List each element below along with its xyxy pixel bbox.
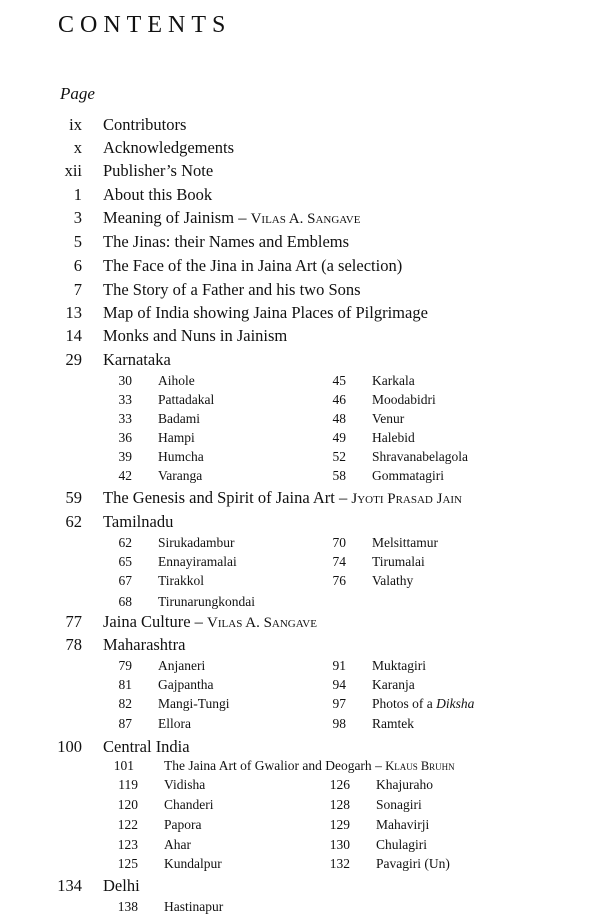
toc-subentry-name: Hastinapur: [164, 899, 224, 914]
toc-section-title: Maharashtra: [103, 635, 186, 654]
toc-subentry-page: 81: [118, 677, 132, 692]
toc-title: Map of India showing Jaina Places of Pilgrimage: [103, 303, 428, 322]
toc-dash: –: [375, 758, 382, 773]
toc-page-number: 29: [65, 350, 82, 369]
toc-subentry-page: 101: [113, 758, 134, 773]
toc-page-number: 134: [57, 876, 82, 895]
toc-subentry-name: Halebid: [372, 430, 415, 445]
toc-title: The Face of the Jina in Jaina Art (a selection): [103, 256, 403, 275]
toc-subentry-page: 91: [332, 658, 346, 673]
toc-title: Contributors: [103, 115, 187, 134]
toc-subentry-page: 48: [332, 411, 346, 426]
toc-subentry-page: 122: [117, 817, 138, 832]
toc-subentry-name: Aihole: [158, 373, 195, 388]
toc-subentry-name: Ramtek: [372, 716, 414, 731]
toc-subentry-page: 62: [118, 535, 132, 550]
toc-subentry-name: Anjaneri: [158, 658, 206, 673]
toc-subentry-name: Melsittamur: [372, 535, 438, 550]
toc-subentry-page: 128: [329, 797, 350, 812]
toc-subentry-name: Tirumalai: [372, 554, 425, 569]
toc-title: Acknowledgements: [103, 138, 235, 157]
toc-page-number: 3: [73, 208, 82, 227]
toc-subentry-name: Hampi: [158, 430, 195, 445]
toc-dash: –: [194, 612, 203, 631]
toc-subentry-italic: Diksha: [436, 696, 475, 711]
toc-subentry-page: 30: [118, 373, 132, 388]
toc-subentry-name: Photos of a: [372, 696, 433, 711]
toc-subentry-name: Valathy: [372, 573, 414, 588]
toc-subentry-name: Gajpantha: [158, 677, 214, 692]
toc-subentry-name: Ennayiramalai: [158, 554, 237, 569]
toc-page-number: xii: [64, 161, 82, 180]
toc-subentry-page: 123: [117, 837, 138, 852]
toc-title: Monks and Nuns in Jainism: [103, 326, 288, 345]
toc-dash: –: [238, 208, 247, 227]
toc-subentry-page: 58: [332, 468, 346, 483]
toc-subentry-page: 94: [332, 677, 346, 692]
toc-subentry-name: Chulagiri: [376, 837, 427, 852]
toc-subentry-page: 42: [118, 468, 132, 483]
toc-subentry-page: 74: [332, 554, 346, 569]
toc-title: About this Book: [103, 185, 213, 204]
toc-page-number: ix: [69, 115, 82, 134]
toc-subentry-name: Sonagiri: [376, 797, 422, 812]
toc-subentry-name: Tirakkol: [158, 573, 205, 588]
toc-author: Jyoti Prasad Jain: [351, 491, 462, 507]
toc-title: Jaina Culture: [103, 612, 191, 631]
toc-page-number: x: [73, 138, 82, 157]
toc-subentry-name: Khajuraho: [376, 777, 433, 792]
toc-subentry-name: Varanga: [158, 468, 203, 483]
toc-subentry-page: 70: [332, 535, 346, 550]
toc-subentry-name: Moodabidri: [372, 392, 436, 407]
toc-subentry-page: 79: [118, 658, 132, 673]
toc-title: The Story of a Father and his two Sons: [103, 280, 361, 299]
toc-title: Publisher’s Note: [103, 161, 214, 180]
toc-page-number: 77: [65, 612, 82, 631]
toc-subentry-name: Papora: [164, 817, 202, 832]
toc-subentry-name: Shravanabelagola: [372, 449, 468, 464]
toc-section-title: Delhi: [103, 876, 140, 895]
toc-subentry-name: Ahar: [164, 837, 191, 852]
page-title: CONTENTS: [58, 12, 232, 38]
toc-subentry-name: Badami: [158, 411, 200, 426]
toc-title: Meaning of Jainism: [103, 208, 235, 227]
toc-page-number: 78: [65, 635, 82, 654]
toc-subentry-name: Muktagiri: [372, 658, 426, 673]
toc-subentry-page: 65: [118, 554, 132, 569]
toc-subentry-name: Vidisha: [164, 777, 206, 792]
toc-subentry-name: Tirunarungkondai: [158, 594, 255, 609]
toc-subentry-page: 125: [117, 856, 138, 871]
toc-page-number: 6: [73, 256, 82, 275]
toc-subentry-page: 120: [117, 797, 138, 812]
toc-section-title: Central India: [103, 737, 190, 756]
toc-subentry-name: Sirukadambur: [158, 535, 235, 550]
toc-subentry-page: 52: [332, 449, 346, 464]
toc-subentry-name: The Jaina Art of Gwalior and Deogarh: [164, 758, 372, 773]
toc-subentry-name: Karkala: [372, 373, 415, 388]
toc-subentry-page: 87: [118, 716, 132, 731]
toc-page-number: 5: [73, 232, 82, 251]
toc-subentry-name: Venur: [372, 411, 405, 426]
toc-subentry-name: Ellora: [158, 716, 191, 731]
toc-subentry-page: 82: [118, 696, 132, 711]
toc-subentry-page: 76: [332, 573, 346, 588]
toc-subentry-name: Chanderi: [164, 797, 214, 812]
toc-section-title: Karnataka: [103, 350, 171, 369]
toc-subentry-page: 33: [118, 392, 132, 407]
toc-author: Klaus Bruhn: [385, 759, 455, 773]
toc-page-number: 7: [73, 280, 82, 299]
toc-subentry-page: 132: [329, 856, 350, 871]
toc-page-number: 14: [65, 326, 82, 345]
toc-page-number: 62: [65, 512, 82, 531]
toc-subentry-page: 46: [332, 392, 346, 407]
toc-title: The Genesis and Spirit of Jaina Art: [103, 488, 335, 507]
toc-subentry-page: 126: [329, 777, 350, 792]
toc-subentry-page: 130: [329, 837, 350, 852]
toc-subentry-name: Mahavirji: [376, 817, 430, 832]
toc-subentry-page: 45: [332, 373, 346, 388]
toc-subentry-page: 39: [118, 449, 132, 464]
toc-page-number: 100: [57, 737, 82, 756]
toc-subentry-name: Mangi-Tungi: [158, 696, 230, 711]
toc-subentry-page: 33: [118, 411, 132, 426]
toc-subentry-page: 98: [332, 716, 346, 731]
toc-subentry-name: Gommatagiri: [372, 468, 444, 483]
toc-subentry-name: Kundalpur: [164, 856, 222, 871]
toc-subentry-page: 67: [118, 573, 132, 588]
toc-page-number: 13: [65, 303, 82, 322]
toc-page-number: 59: [65, 488, 82, 507]
toc-subentry-page: 138: [117, 899, 138, 914]
toc-subentry-page: 49: [332, 430, 346, 445]
toc-subentry-page: 129: [329, 817, 350, 832]
toc-dash: –: [339, 488, 348, 507]
toc-subentry-page: 119: [118, 777, 138, 792]
toc-subentry-page: 97: [332, 696, 346, 711]
toc-subentry-name: Humcha: [158, 449, 204, 464]
toc-author: Vilas A. Sangave: [207, 615, 317, 631]
toc-author: Vilas A. Sangave: [250, 211, 361, 227]
toc-subentry-name: Pattadakal: [158, 392, 215, 407]
toc-title: The Jinas: their Names and Emblems: [103, 232, 350, 251]
toc-page-number: 1: [73, 185, 82, 204]
page-column-label: Page: [60, 84, 95, 103]
toc-subentry-page: 36: [118, 430, 132, 445]
toc-subentry-name: Pavagiri (Un): [376, 856, 450, 871]
toc-subentry-name: Karanja: [372, 677, 415, 692]
toc-subentry-page: 68: [118, 594, 132, 609]
toc-section-title: Tamilnadu: [103, 512, 174, 531]
